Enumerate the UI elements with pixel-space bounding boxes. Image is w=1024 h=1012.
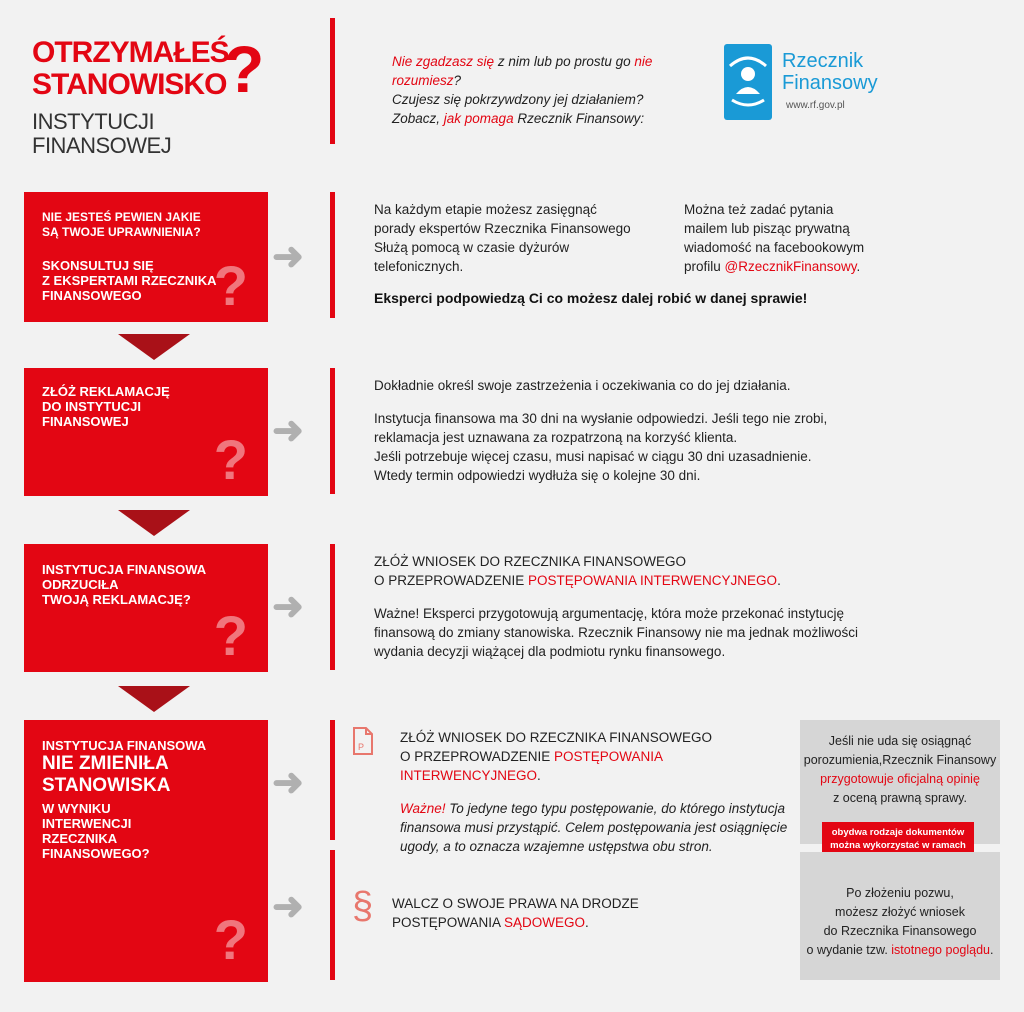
question-mark-icon: ? <box>213 908 248 971</box>
step3-divider <box>330 544 335 670</box>
opinion-text: Jeśli nie uda się osiągnąć porozumienia,Rzecznik Finansowy przygotowuje oficjalną opinię z oceną prawną sprawy. <box>803 734 997 805</box>
chevron-down-icon <box>118 334 190 360</box>
step1-col2: Można też zadać pytania mailem lub pisząc prywatną wiadomość na facebookowym profilu @RzecznikFinansowy. <box>684 202 865 274</box>
step3-box: INSTYTUCJA FINANSOWA ODRZUCIŁA TWOJĄ REKLAMACJĘ? ? <box>24 544 268 672</box>
step2-text: Dokładnie określ swoje zastrzeżenia i oczekiwania co do jej działania. Instytucja finansowa ma 30 dni na wysłanie odpowiedzi. Jeśli tego nie zrobi, reklamacja jest uznawana za rozpatrzoną na korzyść klienta. Jeśli potrzebuje więcej czasu, musi napisać w ciągu 30 dni uzasadnienie. Wtedy termin odpowiedzi wydłuża się o kolejne 30 dni. <box>374 378 828 483</box>
view-text: Po złożeniu pozwu, możesz złożyć wniosek do Rzecznika Finansowego o wydanie tzw. istotnego poglądu. <box>806 886 994 957</box>
main-title <box>32 32 272 158</box>
step4-box: INSTYTUCJA FINANSOWA NIE ZMIENIŁA STANOWISKA W WYNIKU INTERWENCJI RZECZNIKA FINANSOWEGO? ? <box>24 720 268 982</box>
svg-text:P: P <box>358 742 365 752</box>
step1-col1: Na każdym etapie możesz zasięgnąć porady ekspertów Rzecznika Finansowego Służą pomocą w czasie dyżurów telefonicznych. <box>374 202 631 274</box>
arrow-right-icon: ➜ <box>272 886 304 928</box>
title-line2: STANOWISKO <box>32 68 227 101</box>
step4-text: ZŁÓŻ WNIOSEK DO RZECZNIKA FINANSOWEGO O PRZEPROWADZENIE POSTĘPOWANIA INTERWENCYJNEGO. Ważne! To jedyne tego typu postępowanie, do którego instytucja finansowa musi przystąpić. Celem postępowania jest osiągnięcie ugody, a to oznacza wzajemne ustępstwa obu stron. <box>400 730 788 854</box>
step4-divider-top <box>330 720 335 840</box>
arrow-right-icon: ➜ <box>272 410 304 452</box>
title-qmark: ? <box>224 32 265 106</box>
title-line3: INSTYTUCJI FINANSOWEJ <box>32 109 172 158</box>
title-line1: OTRZYMAŁEŚ <box>32 36 229 69</box>
logo-line1: Rzecznik <box>782 50 864 72</box>
step2-box: ZŁÓŻ REKLAMACJĘ DO INSTYTUCJI FINANSOWEJ ? <box>24 368 268 496</box>
badge: obydwa rodzaje dokumentów można wykorzystać w ramach <box>822 822 974 868</box>
question-mark-icon: ? <box>213 604 248 667</box>
step1-box: NIE JESTEŚ PEWIEN JAKIE SĄ TWOJE UPRAWNIENIA? SKONSULTUJ SIĘ Z EKSPERTAMI RZECZNIKA FINANSOWEGO ? <box>24 192 268 322</box>
arrow-right-icon: ➜ <box>272 236 304 278</box>
logo-line2: Finansowy <box>782 72 878 94</box>
arrow-right-icon: ➜ <box>272 762 304 804</box>
question-mark-icon: ? <box>213 428 248 491</box>
step4-divider-bottom <box>330 850 335 980</box>
facebook-link[interactable]: @RzecznikFinansowy <box>724 259 857 274</box>
rf-logo-icon <box>724 44 772 120</box>
intro-text: Nie zgadzasz się z nim lub po prostu go nie rozumiesz? Czujesz się pokrzywdzony jej działaniem? Zobacz, jak pomaga Rzecznik Finansowy: <box>392 54 653 126</box>
divider <box>330 18 335 144</box>
document-icon <box>352 726 374 756</box>
question-mark-icon: ? <box>213 254 248 317</box>
chevron-down-icon <box>118 686 190 712</box>
logo-url: www.rf.gov.pl <box>786 100 845 111</box>
step1-divider <box>330 192 335 318</box>
step1-bold: Eksperci podpowiedzą Ci co możesz dalej robić w danej sprawie! <box>374 290 808 306</box>
step3-text: ZŁÓŻ WNIOSEK DO RZECZNIKA FINANSOWEGO O PRZEPROWADZENIE POSTĘPOWANIA INTERWENCYJNEGO. Ważne! Eksperci przygotowują argumentację, która może przekonać instytucję finansową do zmiany stanowiska. Rzecznik Finansowy nie ma jednak możliwości wydania decyzji wiążącej dla podmiotu rynku finansowego. <box>374 554 858 659</box>
section-icon: § <box>352 885 374 927</box>
arrow-right-icon: ➜ <box>272 586 304 628</box>
rf-logo[interactable] <box>724 44 904 120</box>
court-text: WALCZ O SWOJE PRAWA NA DRODZE POSTĘPOWANIA SĄDOWEGO. <box>392 896 639 930</box>
chevron-down-icon <box>118 510 190 536</box>
step2-divider <box>330 368 335 494</box>
